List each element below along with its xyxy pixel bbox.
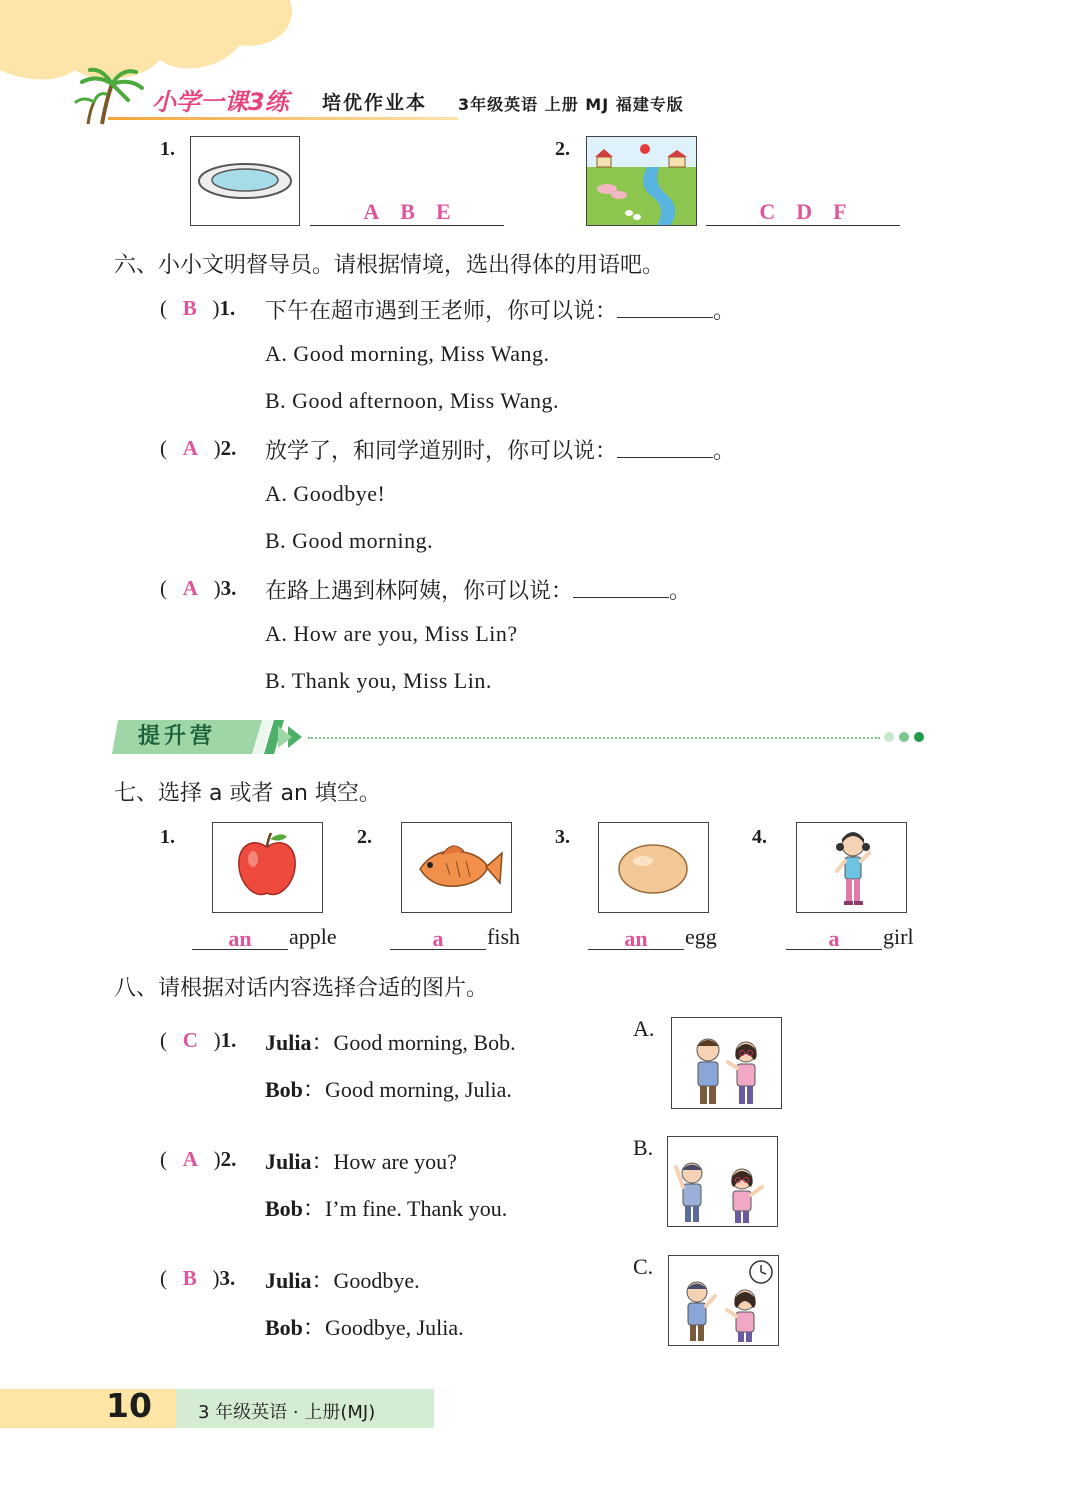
answer-blank [617,436,713,458]
question-number: 2. [220,1147,237,1171]
answer-text: D [796,199,813,224]
section6-q3-option-b: B. Thank you, Miss Lin. [265,668,492,693]
section7-word: egg [685,924,717,949]
question-prompt: 在路上遇到林阿姨，你可以说： [265,579,574,604]
match-item-2-number: 2. [555,138,570,160]
match-item-1-answer-line [310,199,504,226]
plate-picture [190,136,300,226]
banner-dot [884,732,894,742]
match-item-2-answer-line [706,199,900,226]
question-end: 。 [713,439,736,464]
section6-q2-option-a: A. Goodbye! [265,481,386,506]
fish-picture [401,822,512,913]
section6-q1-prompt [265,294,735,325]
picture-label-a: A. [633,1016,655,1041]
question-end: 。 [713,299,736,324]
section6-q1-option-b: B. Good afternoon, Miss Wang. [265,388,560,413]
answer-text: C [759,199,776,224]
dialog-1-line-1: Julia：Good morning, Bob. [265,1030,516,1055]
speaker-name: Julia [265,1149,312,1174]
speaker-name: Bob [265,1077,303,1102]
answer-text: an [228,926,252,951]
dialog-text: How are you? [333,1149,457,1174]
section6-q3-prompt [265,574,691,605]
question-number: 2. [220,436,237,460]
answer-text: F [833,199,847,224]
egg-icon [599,823,708,912]
answer-text: A [363,199,380,224]
dialog-3-line-2: Bob：Goodbye, Julia. [265,1315,464,1340]
picture-label-c: C. [633,1254,654,1279]
picture-c [668,1255,779,1346]
section7-title: 七、选择 a 或者 an 填空。 [114,781,381,806]
section6-title: 六、小小文明督导员。请根据情境，选出得体的用语吧。 [114,253,665,278]
answer-text: A [182,576,198,600]
answer-text: a [828,926,840,951]
picture-b [667,1136,778,1227]
morning-greeting-clock-icon [669,1256,778,1345]
section6-q2-prompt [265,434,735,465]
answer-blank [617,296,713,318]
answer-text: A [182,1147,198,1171]
dialog-1-line-2: Bob：Good morning, Julia. [265,1077,512,1102]
egg-picture [598,822,709,913]
header-underline [108,117,458,120]
section8-q2: ( A )2. [160,1147,237,1171]
waving-goodbye-icon [668,1137,777,1226]
picture-label-b: B. [633,1135,654,1160]
section6-q1: ( B )1. [160,296,236,320]
greeting-people-icon [672,1018,781,1108]
answer-text: A [182,436,198,460]
speaker-name: Julia [265,1030,312,1055]
section6-q1-option-a: A. Good morning, Miss Wang. [265,341,550,366]
picture-a [671,1017,782,1109]
dialog-text: I’m fine. Thank you. [324,1196,508,1221]
speaker-name: Julia [265,1268,312,1293]
question-prompt: 放学了，和同学道别时，你可以说： [265,439,618,464]
dialog-text: Goodbye. [333,1268,420,1293]
page-number: 10 [106,1386,152,1425]
answer-text: B [182,1266,197,1290]
section7-item-number: 4. [752,826,767,848]
footer-label: 3 年级英语 · 上册(MJ) [198,1402,376,1423]
section7-word: girl [883,924,914,949]
dialog-text: Goodbye, Julia. [324,1315,464,1340]
answer-text: E [435,199,451,224]
question-number: 1. [220,1028,237,1052]
section7-word: apple [289,924,337,949]
section6-q3-option-a: A. How are you, Miss Lin? [265,621,518,646]
banner-label: 提升营 [138,724,217,749]
question-prompt: 下午在超市遇到王老师，你可以说： [265,299,618,324]
section7-blank [192,926,288,950]
question-end: 。 [669,579,692,604]
section8-q1: ( C )1. [160,1028,237,1052]
section7-blank [390,926,486,950]
book-info: 3年级英语 上册 MJ 福建专版 [458,95,684,114]
section7-blank [588,926,684,950]
answer-text: B [400,199,415,224]
section8-title: 八、请根据对话内容选择合适的图片。 [114,976,489,1001]
question-number: 1. [219,296,236,320]
girl-icon [797,823,906,912]
banner-dotted-line [308,737,880,739]
dialog-3-line-1: Julia：Goodbye. [265,1268,420,1293]
answer-text: a [432,926,444,951]
section6-q2-option-b: B. Good morning. [265,528,434,553]
section7-item-number: 2. [357,826,372,848]
answer-text: an [624,926,648,951]
dialog-2-line-2: Bob：I’m fine. Thank you. [265,1196,508,1221]
brand-title: 小学一课3练 [152,88,289,116]
girl-picture [796,822,907,913]
section7-blank [786,926,882,950]
banner-dot [899,732,909,742]
section7-word: fish [487,924,520,949]
dialog-text: Good morning, Julia. [324,1077,512,1102]
village-landscape-icon [587,137,696,225]
answer-blank [573,576,669,598]
section7-item-number: 3. [555,826,570,848]
dialog-2-line-1: Julia：How are you? [265,1149,457,1174]
speaker-name: Bob [265,1196,303,1221]
question-number: 3. [220,576,237,600]
speaker-name: Bob [265,1315,303,1340]
banner-dot [914,732,924,742]
question-number: 3. [219,1266,236,1290]
dialog-text: Good morning, Bob. [333,1030,516,1055]
apple-icon [213,823,322,912]
match-item-1-number: 1. [160,138,175,160]
section6-q2: ( A )2. [160,436,237,460]
fish-icon [402,823,511,912]
section8-q3: ( B )3. [160,1266,236,1290]
apple-picture [212,822,323,913]
brand-subtitle: 培优作业本 [322,92,428,114]
answer-text: C [182,1028,198,1052]
plate-icon [191,137,299,225]
section7-item-number: 1. [160,826,175,848]
answer-text: B [182,296,197,320]
section6-q3: ( A )3. [160,576,237,600]
village-picture [586,136,697,226]
